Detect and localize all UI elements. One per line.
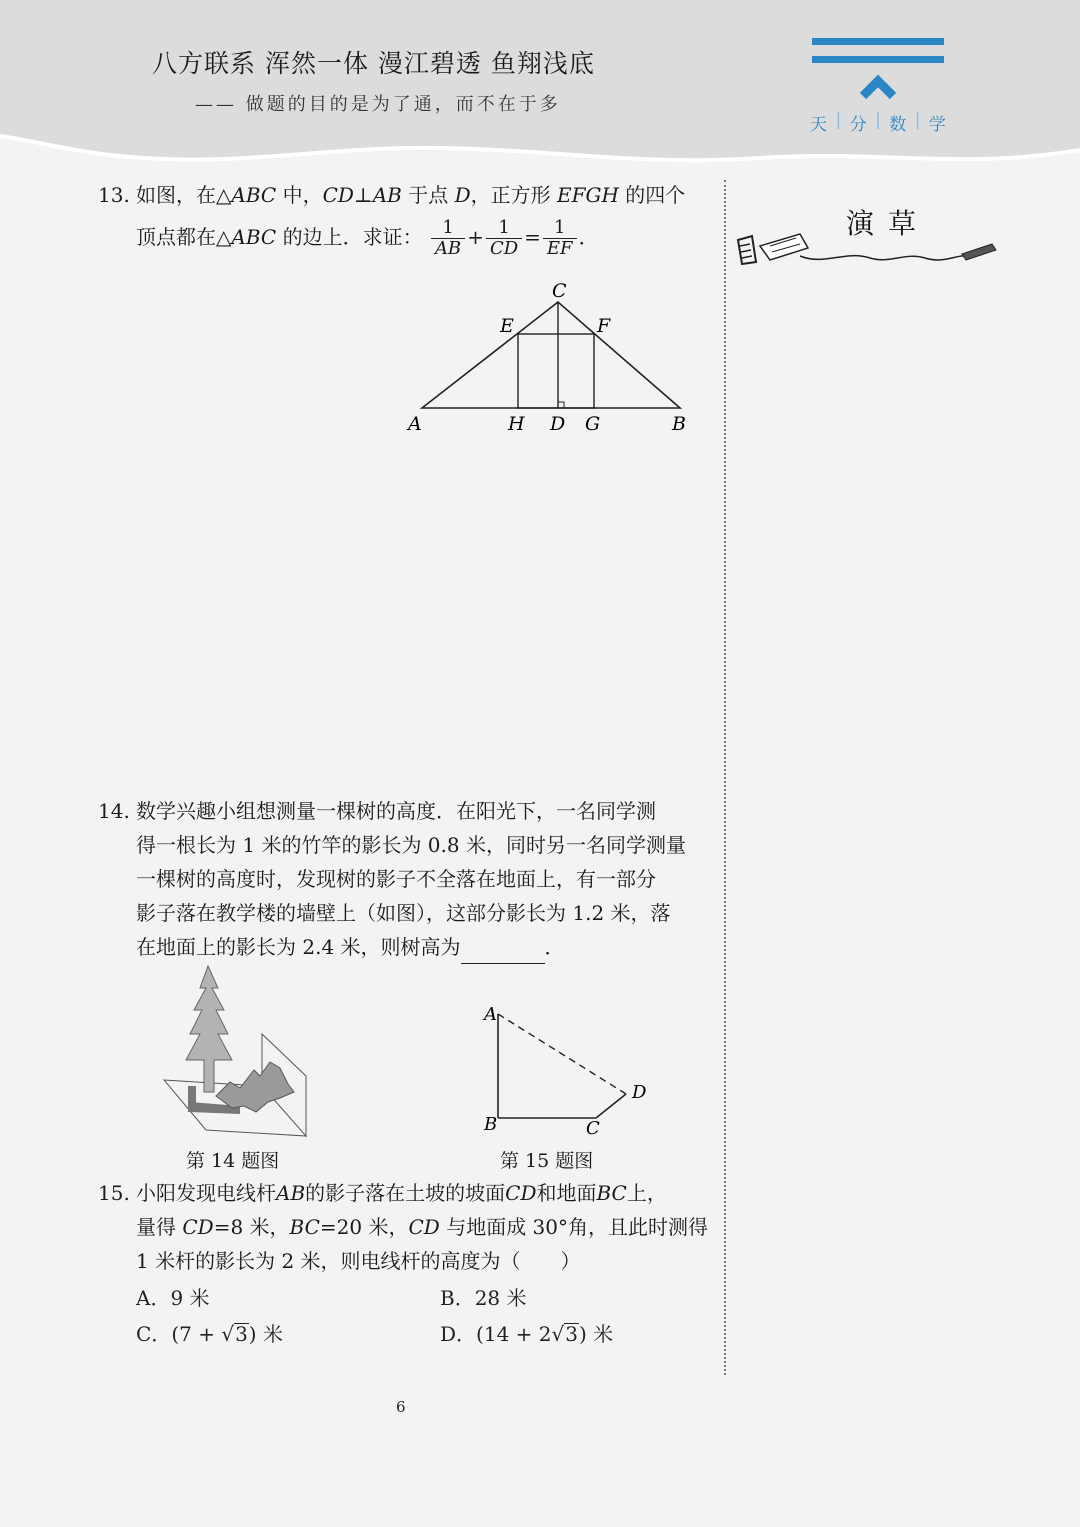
page-number: 6 [396, 1398, 406, 1416]
q13-triangle-figure [400, 278, 700, 438]
q14-tree-shadow-figure [160, 962, 310, 1140]
q15-line-3: 1 米杆的影长为 2 米，则电线杆的高度为（ ） [136, 1249, 581, 1273]
q14-line-4: 影子落在教学楼的墙壁上（如图），这部分影长为 1.2 米，落 [136, 901, 671, 925]
fraction-1-over-cd: $\frac{1}{CD}$ [486, 218, 522, 259]
q15-line-1: 小阳发现电线杆AB的影子落在土坡的坡面CD和地面BC上， [136, 1181, 667, 1205]
label-d: D [632, 1082, 647, 1103]
label-a: A [408, 413, 422, 435]
q14-line-1: 数学兴趣小组想测量一棵树的高度．在阳光下，一名同学测 [136, 799, 656, 823]
header-motto: —— 做题的目的是为了通，而不在于多 [195, 94, 561, 115]
logo-char-2: 分 [849, 115, 867, 135]
q15-figure-caption: 第 15 题图 [500, 1150, 594, 1172]
option-c[interactable]: C．(7 + √3) 米 [136, 1322, 283, 1346]
label-e: E [500, 315, 514, 337]
label-h: H [508, 413, 525, 435]
q14-line-3: 一棵树的高度时，发现树的影子不全落在地面上，有一部分 [136, 867, 656, 891]
logo-text: 天 | 分 | 数 | 学 [810, 110, 946, 135]
option-b[interactable]: B．28 米 [440, 1286, 527, 1310]
logo-char-3: 数 [889, 115, 907, 135]
answer-blank[interactable] [461, 943, 545, 964]
fraction-1-over-ab: $\frac{1}{AB}$ [431, 218, 465, 259]
question-number: 14. [98, 799, 130, 823]
q14-line-5: 在地面上的影长为 2.4 米，则树高为 ． [98, 930, 686, 964]
q13-line-1: 如图，在△ABC 中，CD⊥AB 于点 D，正方形 EFGH 的四个 [136, 183, 686, 207]
draft-area-title: 演草 [846, 207, 931, 240]
q14-line-2: 得一根长为 1 米的竹竿的影长为 0.8 米，同时另一名同学测量 [136, 833, 686, 857]
draft-scribble-art [730, 222, 1000, 272]
question-number: 15. [98, 1181, 130, 1205]
question-13 [98, 178, 685, 259]
question-14 [98, 794, 686, 964]
logo-char-1: 天 [810, 115, 827, 135]
label-b: B [484, 1114, 498, 1135]
q13-line-2: 顶点都在△ABC 的边上．求证： $\frac{1}{AB}$ + $\frac{1}{CD}$ = $\frac{1}{EF}$ ． [136, 217, 599, 259]
q15-line-2: 量得 CD=8 米，BC=20 米，CD 与地面成 30°角，且此时测得 [136, 1215, 709, 1239]
label-g: G [585, 413, 601, 435]
label-d: D [550, 413, 566, 435]
option-d[interactable]: D．(14 + 2√3) 米 [440, 1322, 614, 1346]
label-b: B [672, 413, 686, 435]
label-f: F [597, 315, 611, 337]
label-a: A [484, 1004, 497, 1025]
question-number: 13. [98, 183, 130, 207]
label-c: C [586, 1118, 600, 1139]
fraction-1-over-ef: $\frac{1}{EF}$ [543, 218, 577, 259]
column-divider [724, 180, 726, 1375]
header-slogan: 八方联系 浑然一体 漫江碧透 鱼翔浅底 [152, 49, 595, 78]
logo-char-4: 学 [928, 115, 946, 135]
q14-figure-caption: 第 14 题图 [186, 1150, 280, 1172]
label-c: C [552, 280, 567, 302]
q15-pole-figure [474, 998, 654, 1140]
option-a[interactable]: A．9 米 [136, 1286, 210, 1310]
question-15 [98, 1176, 708, 1278]
